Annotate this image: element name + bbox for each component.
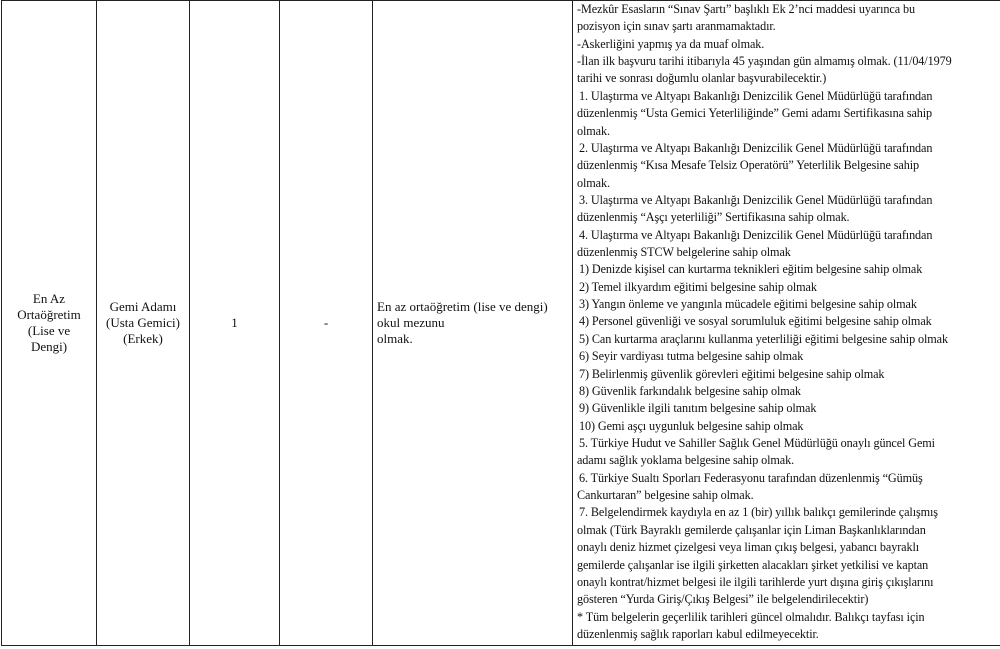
condition-line: 2. Ulaştırma ve Altyapı Bakanlığı Denizcilik Genel Müdürlüğü tarafından (579, 140, 933, 155)
condition-line: adamı sağlık yoklama belgesine sahip olmak. (577, 453, 795, 468)
condition-line: gemilerde çalışanlar ise ilgili şirketten alacakları şirket yetkilisi ve kaptan (577, 557, 929, 572)
requirement-line: olmak. (377, 331, 413, 346)
requirement-line: En az ortaöğretim (lise ve dengi) okul mezunu (377, 299, 548, 330)
condition-line: düzenlenmiş “Aşçı yeterliliği” Sertifikasına sahip olmak. (577, 210, 850, 225)
condition-line: pozisyon için sınav şartı aranmamaktadır. (577, 19, 776, 34)
condition-line: 10) Gemi aşçı uygunluk belgesine sahip olmak (579, 418, 804, 433)
condition-line: düzenlenmiş sağlık raporları kabul edilmeyecektir. (577, 626, 819, 641)
condition-line: Cankurtaran” belgesine sahip olmak. (577, 488, 754, 503)
condition-line: 4) Personel güvenliği ve sosyal sorumluluk eğitimi belgesine sahip olmak (579, 314, 932, 329)
condition-line: olmak (Türk Bayraklı gemilerde çalışanlar için Liman Başkanlıklarından (577, 522, 926, 537)
condition-line: 8) Güvenlik farkındalık belgesine sahip olmak (579, 383, 801, 398)
position-line: (Erkek) (123, 331, 163, 346)
condition-line: olmak. (577, 123, 610, 138)
condition-line: 3) Yangın önleme ve yangınla mücadele eğitimi belgesine sahip olmak (579, 297, 917, 312)
position-line: (Usta Gemici) (105, 315, 180, 330)
education-line: Dengi) (30, 339, 68, 354)
condition-line: 6) Seyir vardiyası tutma belgesine sahip olmak (579, 349, 804, 364)
job-requirements-table (1, 0, 1000, 646)
position-count-cell: 1 (190, 1, 280, 646)
requirement-cell (373, 1, 573, 646)
condition-line: * Tüm belgelerin geçerlilik tarihleri güncel olmalıdır. Balıkçı tayfası için (577, 609, 925, 624)
condition-line: düzenlenmiş “Kısa Mesafe Telsiz Operatörü” Yeterlilik Belgesine sahip (577, 158, 919, 173)
condition-line: 5) Can kurtarma araçlarını kullanma yeterliliği eğitimi belgesine sahip olmak (579, 331, 948, 346)
condition-line: 3. Ulaştırma ve Altyapı Bakanlığı Denizcilik Genel Müdürlüğü tarafından (579, 192, 933, 207)
condition-line: onaylı deniz hizmet çizelgesi veya liman çıkış belgesi, yabancı bayraklı (577, 540, 920, 555)
position-title-cell (97, 1, 190, 646)
condition-line: 4. Ulaştırma ve Altyapı Bakanlığı Denizcilik Genel Müdürlüğü tarafından (579, 227, 933, 242)
condition-line: düzenlenmiş STCW belgelerine sahip olmak (577, 245, 791, 260)
table-row (2, 1, 1000, 646)
condition-line: 6. Türkiye Sualtı Sporları Federasyonu tarafından düzenlenmiş “Gümüş (579, 470, 923, 485)
condition-line: 2) Temel ilkyardım eğitimi belgesine sahip olmak (579, 279, 817, 294)
education-level-cell (2, 1, 97, 646)
education-line: (Lise ve (27, 323, 71, 338)
condition-line: -Askerliğini yapmış ya da muaf olmak. (577, 36, 765, 51)
condition-line: 7) Belirlenmiş güvenlik görevleri eğitimi belgesine sahip olmak (579, 366, 885, 381)
condition-line: 9) Güvenlikle ilgili tanıtım belgesine sahip olmak (579, 401, 817, 416)
condition-line: tarihi ve sonrası doğumlu olanlar başvurabilecektir.) (577, 71, 827, 86)
condition-line: gösteren “Yurda Giriş/Çıkış Belgesi” ile belgelendirilecektir) (577, 592, 869, 607)
empty-dash-cell: - (280, 1, 373, 646)
condition-line: olmak. (577, 175, 610, 190)
education-line: Ortaöğretim (17, 307, 81, 322)
conditions-cell (573, 1, 1000, 646)
condition-line: 1) Denizde kişisel can kurtarma teknikleri eğitim belgesine sahip olmak (579, 262, 923, 277)
education-line: En Az (32, 291, 66, 306)
condition-line: 5. Türkiye Hudut ve Sahiller Sağlık Genel Müdürlüğü onaylı güncel Gemi (579, 435, 935, 450)
condition-line: düzenlenmiş “Usta Gemici Yeterliliğinde” Gemi adamı Sertifikasına sahip (577, 106, 933, 121)
condition-line: onaylı kontrat/hizmet belgesi ile ilgili tarihlerde yurt dışına giriş çıkışlarını (577, 574, 934, 589)
condition-line: -İlan ilk başvuru tarihi itibarıyla 45 yaşından gün almamış olmak. (11/04/1979 (577, 54, 952, 69)
condition-line: -Mezkûr Esasların “Sınav Şartı” başlıklı Ek 2’nci maddesi uyarınca bu (577, 2, 915, 16)
condition-line: 1. Ulaştırma ve Altyapı Bakanlığı Denizcilik Genel Müdürlüğü tarafından (579, 88, 933, 103)
condition-line: 7. Belgelendirmek kaydıyla en az 1 (bir) yıllık balıkçı gemilerinde çalışmış (579, 505, 938, 520)
position-line: Gemi Adamı (109, 299, 177, 314)
